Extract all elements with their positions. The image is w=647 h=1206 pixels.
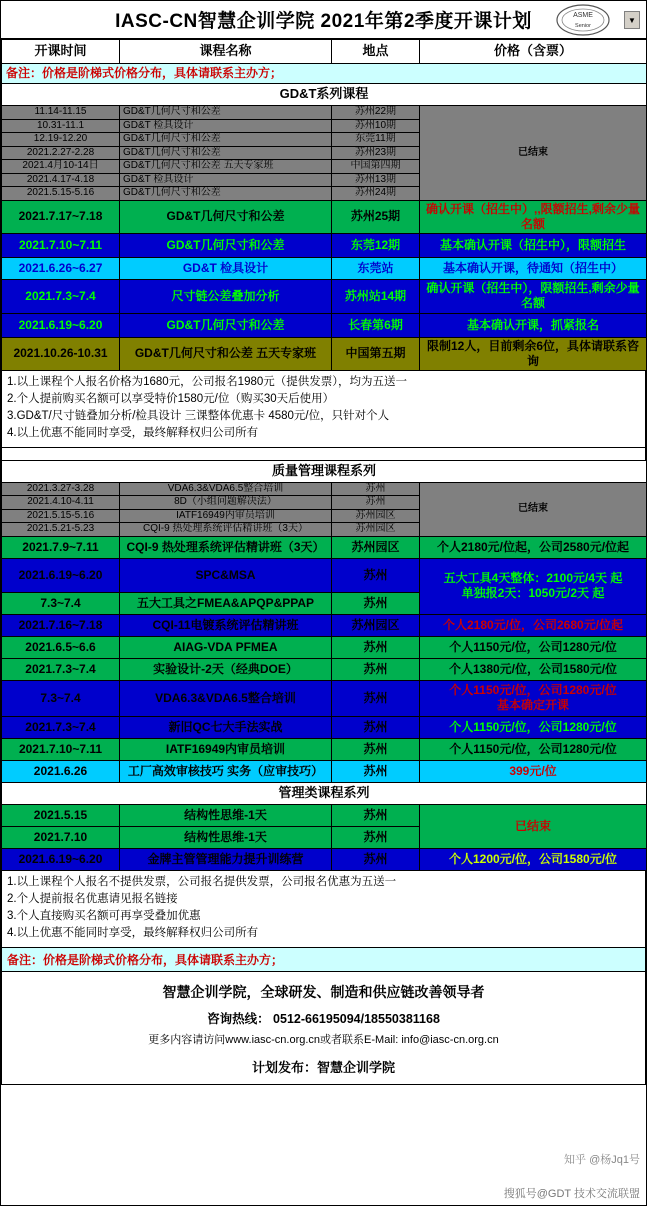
cell-place: 苏州 bbox=[332, 558, 420, 592]
table-row bbox=[2, 804, 647, 826]
cell-course: 五大工具之FMEA&APQP&PPAP bbox=[120, 592, 332, 614]
table-row bbox=[2, 313, 647, 337]
bullet-line: 4.以上优惠不能同时享受，最终解释权归公司所有 bbox=[7, 927, 259, 940]
cell-time: 2021.3.27-3.28 bbox=[2, 482, 120, 496]
bullet-line: 1.以上课程个人报名价格为1680元，公司报名1980元（提供发票），均为五送一 bbox=[7, 375, 408, 388]
bullet-line: 3.个人直接购买名额可再享受叠加优惠 bbox=[7, 910, 201, 922]
cell-price-ended: 已结束 bbox=[420, 106, 647, 201]
top-note-row bbox=[2, 64, 647, 84]
cell-course: SPC&MSA bbox=[120, 558, 332, 592]
col-header-course: 课程名称 bbox=[120, 40, 332, 64]
cell-place: 苏州23期 bbox=[332, 146, 420, 160]
bullet-line: 2.个人提前报名优惠请见报名链接 bbox=[7, 892, 178, 905]
footer bbox=[1, 972, 646, 1085]
quality-ended-body bbox=[2, 482, 647, 536]
cell-course: 结构性思维-1天 bbox=[120, 804, 332, 826]
cell-time: 2021.7.17~7.18 bbox=[2, 200, 120, 233]
cell-place: 苏州24期 bbox=[332, 187, 420, 201]
cell-course: 结构性思维-1天 bbox=[120, 826, 332, 848]
schedule-table bbox=[1, 39, 647, 371]
cell-course: VDA6.3&VDA6.5整合培训 bbox=[120, 482, 332, 496]
bullet-line: 3.GD&T/尺寸链叠加分析/检具设计 三课整体优惠卡 4580元/位，只针对个人 bbox=[7, 410, 390, 422]
table-row bbox=[2, 558, 647, 592]
table-row bbox=[2, 716, 647, 738]
section-quality-row bbox=[2, 460, 647, 482]
chevron-down-icon[interactable]: ▼ bbox=[624, 11, 640, 29]
table-header-row bbox=[2, 40, 647, 64]
cell-place: 苏州25期 bbox=[332, 200, 420, 233]
cell-time: 2021.4月10-14日 bbox=[2, 160, 120, 174]
cell-price: 基本确认开课，抓紧报名 bbox=[420, 313, 647, 337]
cell-course: GD&T几何尺寸和公差 五天专家班 bbox=[120, 160, 332, 174]
footer-line-1: 智慧企训学院，全球研发、制造和供应链改善领导者 bbox=[162, 983, 485, 1000]
cell-price: 个人1150元/位，公司1280元/位 bbox=[420, 716, 647, 738]
cell-place: 苏州 bbox=[332, 826, 420, 848]
section-title-quality: 质量管理课程系列 bbox=[2, 460, 647, 482]
cell-course: GD&T几何尺寸和公差 bbox=[120, 106, 332, 120]
cell-course: IATF16949内审员培训 bbox=[120, 509, 332, 523]
cell-time: 2021.7.3~7.4 bbox=[2, 658, 120, 680]
watermark-right: 知乎 @杨Jq1号 bbox=[564, 1154, 640, 1166]
cell-price: 确认开课（招生中），限额招生,剩余少量名额 bbox=[420, 279, 647, 313]
cell-course: IATF16949内审员培训 bbox=[120, 738, 332, 760]
cell-place: 中国第四期 bbox=[332, 160, 420, 174]
cell-course: 新旧QC七大手法实战 bbox=[120, 716, 332, 738]
cell-time: 2021.6.26~6.27 bbox=[2, 257, 120, 279]
section-title-gdt: GD&T系列课程 bbox=[2, 84, 647, 106]
cell-price: 限制12人，目前剩余6位，具体请联系咨询 bbox=[420, 337, 647, 370]
cell-price: 基本确认开课，待通知（招生中） bbox=[420, 257, 647, 279]
cell-price: 个人1200元/位，公司1580元/位 bbox=[420, 848, 647, 870]
cell-place: 苏州园区 bbox=[332, 614, 420, 636]
table-row bbox=[2, 848, 647, 870]
cell-place: 苏州 bbox=[332, 848, 420, 870]
spacer-1 bbox=[1, 448, 646, 460]
section-title-management: 管理类课程系列 bbox=[2, 782, 647, 804]
cell-course: 工厂高效审核技巧 实务（应审技巧） bbox=[120, 760, 332, 782]
quality-table bbox=[1, 460, 647, 871]
cell-time: 7.3~7.4 bbox=[2, 592, 120, 614]
cell-place: 苏州园区 bbox=[332, 523, 420, 537]
cell-place: 苏州 bbox=[332, 658, 420, 680]
cell-time: 11.14-11.15 bbox=[2, 106, 120, 120]
table-row bbox=[2, 233, 647, 257]
cell-course: CQI-11电镀系统评估精讲班 bbox=[120, 614, 332, 636]
cell-time: 2021.5.15-5.16 bbox=[2, 187, 120, 201]
cell-time: 2021.5.21-5.23 bbox=[2, 523, 120, 537]
cell-price-ended: 已结束 bbox=[420, 482, 647, 536]
footer-line-4: 计划发布：智慧企训学院 bbox=[251, 1059, 395, 1075]
table-row bbox=[2, 536, 647, 558]
cell-place: 中国第五期 bbox=[332, 337, 420, 370]
cell-place: 苏州园区 bbox=[332, 509, 420, 523]
cell-place: 东莞12期 bbox=[332, 233, 420, 257]
cell-place: 苏州13期 bbox=[332, 173, 420, 187]
cell-time: 2021.7.10~7.11 bbox=[2, 738, 120, 760]
bullet-line: 2.个人提前购买名额可以享受特价1580元/位（购买30天后使用） bbox=[7, 392, 335, 405]
cell-time: 2021.2.27-2.28 bbox=[2, 146, 120, 160]
cell-price: 基本确认开课（招生中），限额招生 bbox=[420, 233, 647, 257]
cell-price: 确认开课（招生中）,,限额招生,剩余少量名额 bbox=[420, 200, 647, 233]
cell-price: 个人2180元/位，公司2680元/位起 bbox=[420, 614, 647, 636]
cell-time: 2021.4.17-4.18 bbox=[2, 173, 120, 187]
cell-time: 2021.7.16~7.18 bbox=[2, 614, 120, 636]
watermark-bottom-right: 搜狐号@GDT 技术交流联盟 bbox=[503, 1188, 640, 1200]
title-bar bbox=[1, 1, 646, 39]
asme-logo-icon bbox=[554, 3, 612, 37]
page-title: IASC-CN智慧企训学院 2021年第2季度开课计划 bbox=[115, 11, 532, 32]
cell-course: 金牌主管管理能力提升训练营 bbox=[120, 848, 332, 870]
cell-price: 个人1380元/位，公司1580元/位 bbox=[420, 658, 647, 680]
cell-place: 苏州 bbox=[332, 482, 420, 496]
table-row bbox=[2, 106, 647, 120]
footer-line-2: 咨询热线： 0512-66195094/18550381168 bbox=[207, 1011, 440, 1026]
section-gdt-row bbox=[2, 84, 647, 106]
cell-course: VDA6.3&VDA6.5整合培训 bbox=[120, 680, 332, 716]
cell-place: 苏州22期 bbox=[332, 106, 420, 120]
cell-time: 2021.5.15-5.16 bbox=[2, 509, 120, 523]
cell-time: 2021.10.26-10.31 bbox=[2, 337, 120, 370]
cell-place: 苏州10期 bbox=[332, 119, 420, 133]
cell-time: 2021.7.3~7.4 bbox=[2, 716, 120, 738]
cell-place: 苏州 bbox=[332, 760, 420, 782]
cell-time: 2021.6.5~6.6 bbox=[2, 636, 120, 658]
table-row bbox=[2, 680, 647, 716]
cell-course: GD&T 检具设计 bbox=[120, 173, 332, 187]
cell-course: 实验设计-2天（经典DOE） bbox=[120, 658, 332, 680]
cell-place: 苏州园区 bbox=[332, 536, 420, 558]
cell-course: GD&T几何尺寸和公差 五天专家班 bbox=[120, 337, 332, 370]
cell-place: 长春第6期 bbox=[332, 313, 420, 337]
footer-line-3: 更多内容请访问www.iasc-cn.org.cn或者联系E-Mail: info@iasc-cn.org.cn bbox=[148, 1033, 499, 1046]
bottom-note: 备注：价格是阶梯式价格分布，具体请联系主办方； bbox=[1, 948, 646, 972]
quality-rows-body bbox=[2, 536, 647, 782]
table-row bbox=[2, 614, 647, 636]
table-row bbox=[2, 257, 647, 279]
cell-place: 苏州 bbox=[332, 804, 420, 826]
col-header-price: 价格（含票） bbox=[420, 40, 647, 64]
cell-place: 苏州站14期 bbox=[332, 279, 420, 313]
table-row bbox=[2, 658, 647, 680]
cell-time: 2021.6.19~6.20 bbox=[2, 313, 120, 337]
bottom-bullets bbox=[1, 871, 646, 948]
cell-time: 12.19-12.20 bbox=[2, 133, 120, 147]
cell-price: 个人2180元/位起，公司2580元/位起 bbox=[420, 536, 647, 558]
cell-price: 个人1150元/位，公司1280元/位 bbox=[420, 636, 647, 658]
cell-place: 苏州 bbox=[332, 636, 420, 658]
svg-text:ASME: ASME bbox=[573, 12, 593, 19]
cell-time: 10.31-11.1 bbox=[2, 119, 120, 133]
cell-course: GD&T几何尺寸和公差 bbox=[120, 133, 332, 147]
cell-course: GD&T 检具设计 bbox=[120, 119, 332, 133]
cell-time: 7.3~7.4 bbox=[2, 680, 120, 716]
cell-price: 399元/位 bbox=[420, 760, 647, 782]
cell-place: 苏州 bbox=[332, 738, 420, 760]
cell-time: 2021.7.9~7.11 bbox=[2, 536, 120, 558]
gdt-rows-body bbox=[2, 200, 647, 370]
col-header-place: 地点 bbox=[332, 40, 420, 64]
cell-time: 2021.7.10~7.11 bbox=[2, 233, 120, 257]
cell-time: 2021.6.19~6.20 bbox=[2, 848, 120, 870]
cell-time: 2021.5.15 bbox=[2, 804, 120, 826]
cell-course: 8D（小组问题解决法） bbox=[120, 496, 332, 510]
cell-time: 2021.7.3~7.4 bbox=[2, 279, 120, 313]
cell-course: GD&T几何尺寸和公差 bbox=[120, 146, 332, 160]
col-header-time: 开课时间 bbox=[2, 40, 120, 64]
cell-course: CQI-9 热处理系统评估精讲班（3天） bbox=[120, 536, 332, 558]
cell-time: 2021.4.10-4.11 bbox=[2, 496, 120, 510]
cell-place: 苏州 bbox=[332, 680, 420, 716]
cell-place: 苏州 bbox=[332, 592, 420, 614]
cell-price: 已结束 bbox=[420, 804, 647, 848]
table-row bbox=[2, 337, 647, 370]
cell-course: GD&T几何尺寸和公差 bbox=[120, 313, 332, 337]
cell-time: 2021.7.10 bbox=[2, 826, 120, 848]
cell-course: GD&T 检具设计 bbox=[120, 257, 332, 279]
section-management-row bbox=[2, 782, 647, 804]
table-row bbox=[2, 636, 647, 658]
cell-place: 苏州 bbox=[332, 496, 420, 510]
cell-price: 五大工具4天整体：2100元/4天 起 单独报2天：1050元/2天 起 bbox=[420, 558, 647, 614]
bullet-line: 1.以上课程个人报名不提供发票，公司报名提供发票，公司报名优惠为五送一 bbox=[7, 875, 397, 888]
table-row bbox=[2, 738, 647, 760]
cell-place: 苏州 bbox=[332, 716, 420, 738]
cell-price: 个人1150元/位，公司1280元/位 基本确定开课 bbox=[420, 680, 647, 716]
bullet-line: 4.以上优惠不能同时享受，最终解释权归公司所有 bbox=[7, 427, 259, 440]
gdt-ended-body bbox=[2, 106, 647, 201]
table-row bbox=[2, 760, 647, 782]
cell-course: 尺寸链公差叠加分析 bbox=[120, 279, 332, 313]
cell-place: 东莞11期 bbox=[332, 133, 420, 147]
cell-price: 个人1150元/位，公司1280元/位 bbox=[420, 738, 647, 760]
table-row bbox=[2, 279, 647, 313]
gdt-bullets bbox=[1, 371, 646, 448]
top-note: 备注：价格是阶梯式价格分布，具体请联系主办方； bbox=[2, 64, 647, 84]
management-body bbox=[2, 804, 647, 870]
table-row bbox=[2, 200, 647, 233]
cell-time: 2021.6.26 bbox=[2, 760, 120, 782]
cell-course: CQI-9 热处理系统评估精讲班（3天） bbox=[120, 523, 332, 537]
cell-time: 2021.6.19~6.20 bbox=[2, 558, 120, 592]
table-row bbox=[2, 482, 647, 496]
cell-place: 东莞站 bbox=[332, 257, 420, 279]
cell-course: GD&T几何尺寸和公差 bbox=[120, 200, 332, 233]
cell-course: GD&T几何尺寸和公差 bbox=[120, 233, 332, 257]
cell-course: GD&T几何尺寸和公差 bbox=[120, 187, 332, 201]
svg-text:Senior: Senior bbox=[575, 23, 591, 29]
cell-course: AIAG-VDA PFMEA bbox=[120, 636, 332, 658]
